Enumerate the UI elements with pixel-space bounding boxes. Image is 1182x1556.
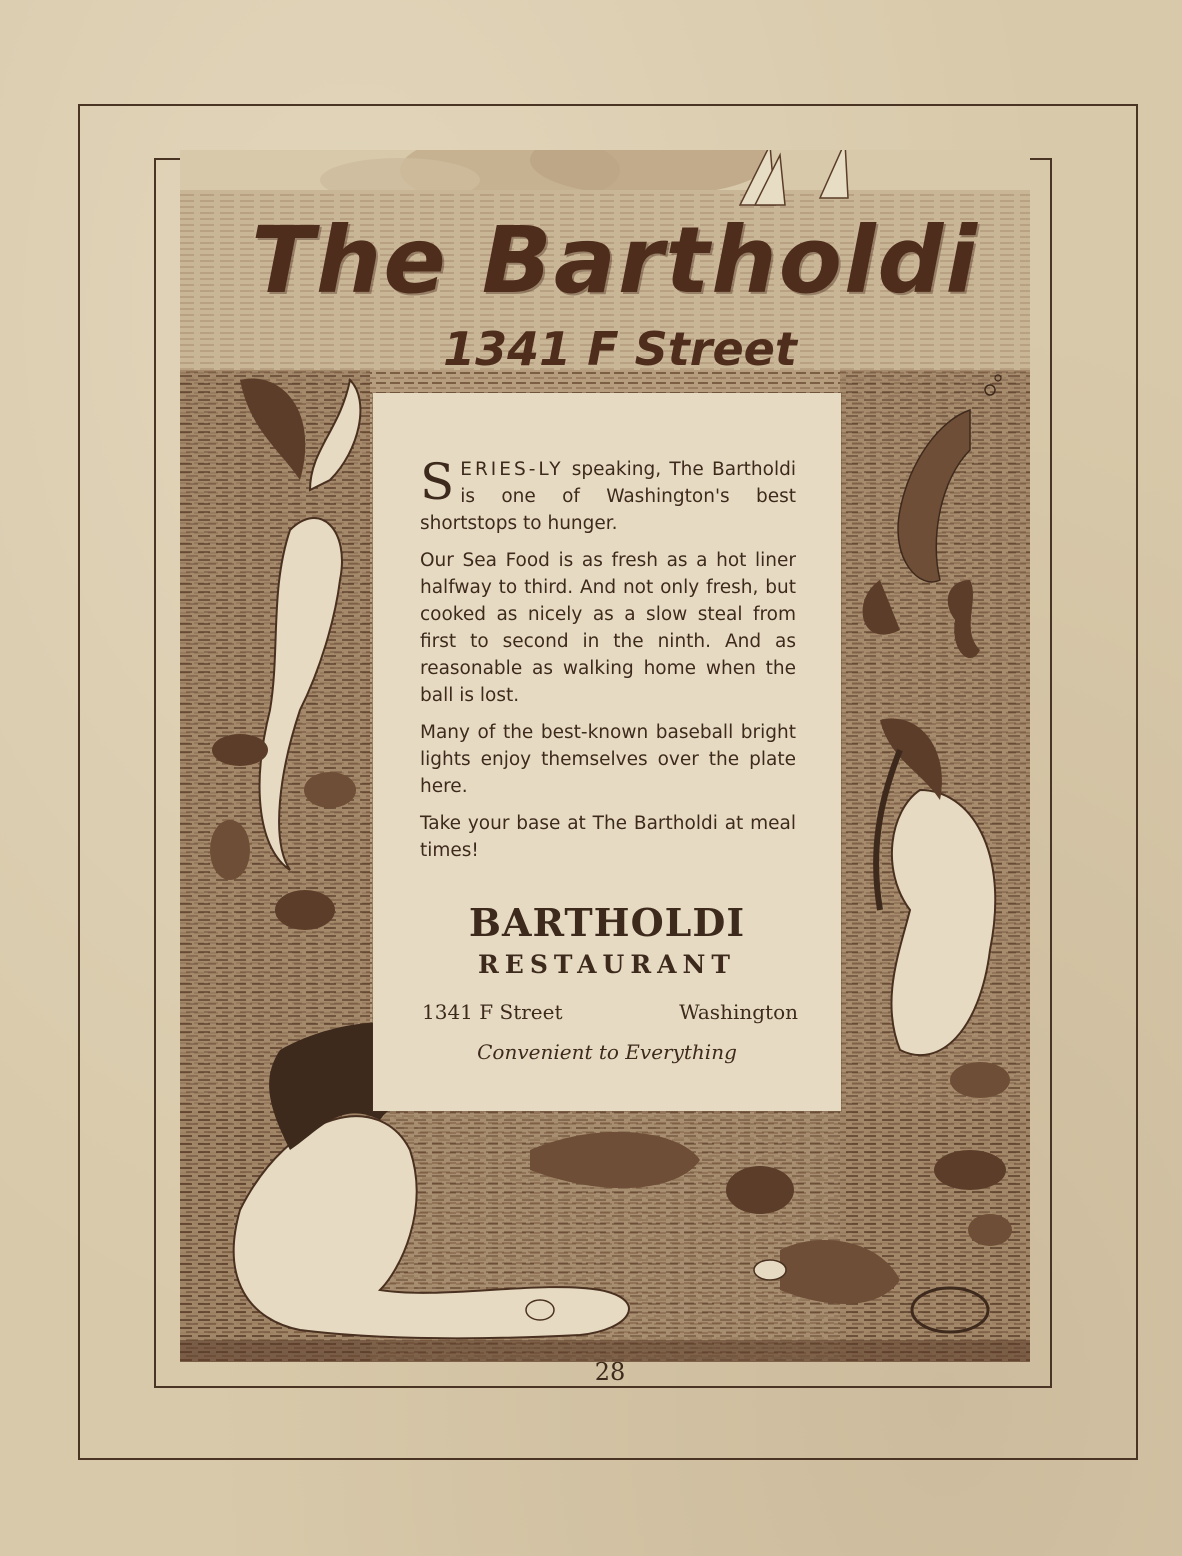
tagline: Convenient to Everything xyxy=(477,1040,737,1064)
page-title: The Bartholdi xyxy=(251,207,979,314)
address-row xyxy=(422,1000,798,1024)
title-address: 1341 F Street xyxy=(443,322,797,376)
page-number: 28 xyxy=(594,1358,626,1386)
restaurant-label: RESTAURANT xyxy=(478,950,736,979)
city: Washington xyxy=(679,1000,798,1024)
street-address: 1341 F Street xyxy=(422,1000,563,1024)
paragraph-1 xyxy=(420,453,796,537)
ad-copy xyxy=(420,453,796,874)
restaurant-name: BARTHOLDI xyxy=(468,900,746,945)
paragraph-3: Many of the best-known baseball bright lights enjoy themselves over the plate here. xyxy=(420,722,796,797)
paragraph-1-lead: ERIES-LY xyxy=(460,459,564,480)
paragraph-2: Our Sea Food is as fresh as a hot liner halfway to third. And not only fresh, but cooked as nicely as a slow steal from first to second in the ninth. And as reasonable as walking home when the ball is lost. xyxy=(420,550,796,706)
paragraph-1-text: speaking, The Bartholdi is one of Washington's best shortstops to hunger. xyxy=(420,459,796,534)
paragraph-4: Take your base at The Bartholdi at meal times! xyxy=(420,813,796,861)
drop-cap: S xyxy=(420,453,455,511)
